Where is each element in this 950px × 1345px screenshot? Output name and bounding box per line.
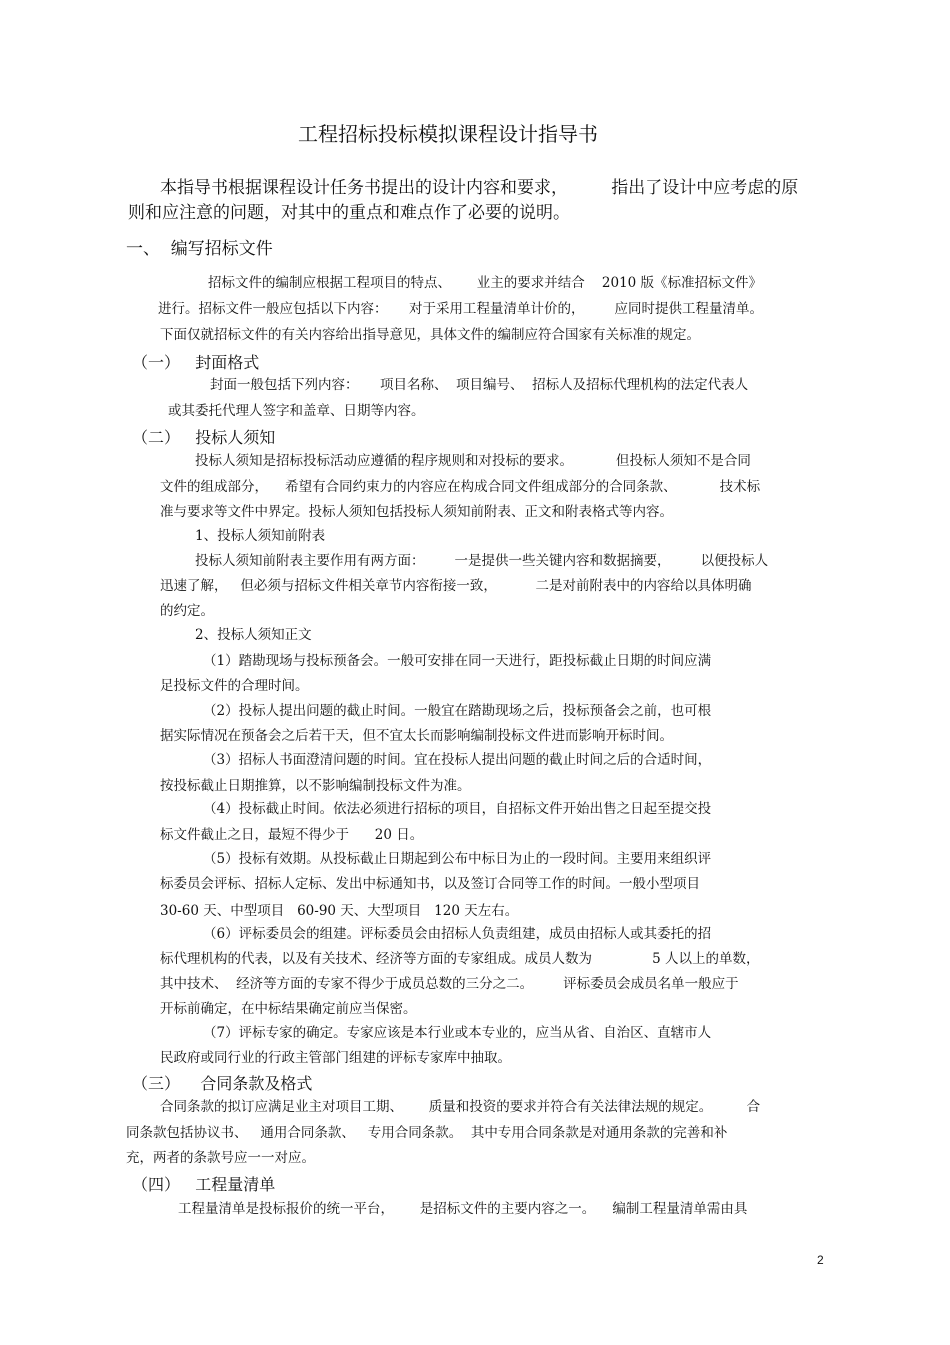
item-2-line-2: 据实际情况在预备会之后若干天，但不宜太长而影响编制投标文件进而影响开标时间。 bbox=[160, 728, 673, 744]
item-3-line-2: 按投标截止日期推算，以不影响编制投标文件为准。 bbox=[160, 778, 471, 794]
item-3-line-1: （3）招标人书面澄清问题的时间。宜在投标人提出问题的截止时间之后的合适时间， bbox=[203, 752, 712, 768]
section-heading-cover: （一） 封面格式 bbox=[132, 353, 260, 372]
item-5-line-2: 标委员会评标、招标人定标、发出中标通知书，以及签订合同等工作的时间。一般小型项目 bbox=[160, 876, 700, 892]
section1-line-3: 下面仅就招标文件的有关内容给出指导意见，具体文件的编制应符合国家有关标准的规定。 bbox=[160, 327, 700, 343]
boq-line-1: 工程量清单是投标报价的统一平台， 是招标文件的主要内容之一。 编制工程量清单需由具 bbox=[178, 1201, 748, 1217]
cover-line-2: 或其委托代理人签字和盖章、日期等内容。 bbox=[168, 403, 425, 419]
section-heading-contract: （三） 合同条款及格式 bbox=[132, 1074, 313, 1093]
contract-line-1: 合同条款的拟订应满足业主对项目工期、 质量和投资的要求并符合有关法律法规的规定。 合 bbox=[160, 1099, 761, 1115]
item-4-line-1: （4）投标截止时间。依法必须进行招标的项目，自招标文件开始出售之日起至提交投 bbox=[203, 801, 712, 817]
contract-line-3: 充，两者的条款号应一一对应。 bbox=[126, 1150, 315, 1166]
intro-line-1: 本指导书根据课程设计任务书提出的设计内容和要求， 指出了设计中应考虑的原 bbox=[160, 178, 799, 198]
sub-heading-2: 2、投标人须知正文 bbox=[195, 627, 312, 643]
item-5-line-3: 30-60 天、中型项目 60-90 天、大型项目 120 天左右。 bbox=[160, 903, 519, 919]
bidder-line-1: 投标人须知是招标投标活动应遵循的程序规则和对投标的要求。 但投标人须知不是合同 bbox=[195, 453, 751, 469]
item-6-line-1: （6）评标委员会的组建。评标委员会由招标人负责组建，成员由招标人或其委托的招 bbox=[203, 926, 712, 942]
item-7-line-2: 民政府或同行业的行政主管部门组建的评标专家库中抽取。 bbox=[160, 1050, 511, 1066]
item-6-line-2: 标代理机构的代表，以及有关技术、经济等方面的专家组成。成员人数为 5 人以上的单数， bbox=[160, 951, 760, 967]
item-4-line-2: 标文件截止之日，最短不得少于 20 日。 bbox=[160, 827, 424, 843]
page-number: 2 bbox=[817, 1253, 824, 1267]
contract-line-2: 同条款包括协议书、 通用合同条款、 专用合同条款。 其中专用合同条款是对通用条款的完善和补 bbox=[126, 1125, 728, 1141]
sub1-line-1: 投标人须知前附表主要作用有两方面： 一是提供一些关键内容和数据摘要， 以便投标人 bbox=[195, 553, 769, 569]
item-1-line-1: （1）踏勘现场与投标预备会。一般可安排在同一天进行，距投标截止日期的时间应满 bbox=[203, 653, 712, 669]
item-6-line-3: 其中技术、 经济等方面的专家不得少于成员总数的三分之二。 评标委员会成员名单一般应于 bbox=[160, 976, 739, 992]
item-6-line-4: 开标前确定，在中标结果确定前应当保密。 bbox=[160, 1001, 417, 1017]
item-2-line-1: （2）投标人提出问题的截止时间。一般宜在踏勘现场之后，投标预备会之前，也可根 bbox=[203, 703, 712, 719]
section-heading-boq: （四） 工程量清单 bbox=[132, 1175, 276, 1194]
section1-line-1: 招标文件的编制应根据工程项目的特点、 业主的要求并结合 2010 版《标准招标文件》 bbox=[208, 275, 763, 291]
intro-line-2: 则和应注意的问题，对其中的重点和难点作了必要的说明。 bbox=[128, 203, 570, 223]
sub1-line-2: 迅速了解， 但必须与招标文件相关章节内容衔接一致， 二是对前附表中的内容给以具体明确 bbox=[160, 578, 752, 594]
bidder-line-3: 准与要求等文件中界定。投标人须知包括投标人须知前附表、正文和附表格式等内容。 bbox=[160, 504, 673, 520]
section-heading-bidder: （二） 投标人须知 bbox=[132, 428, 276, 447]
item-7-line-1: （7）评标专家的确定。专家应该是本行业或本专业的，应当从省、自治区、直辖市人 bbox=[203, 1025, 712, 1041]
item-5-line-1: （5）投标有效期。从投标截止日期起到公布中标日为止的一段时间。主要用来组织评 bbox=[203, 851, 712, 867]
section-heading-1: 一、 编写招标文件 bbox=[126, 239, 273, 259]
sub1-line-3: 的约定。 bbox=[160, 603, 214, 619]
document-title: 工程招标投标模拟课程设计指导书 bbox=[298, 122, 598, 146]
bidder-line-2: 文件的组成部分， 希望有合同约束力的内容应在构成合同文件组成部分的合同条款、 技术标 bbox=[160, 479, 761, 495]
section1-line-2: 进行。招标文件一般应包括以下内容： 对于采用工程量清单计价的， 应同时提供工程量清单。 bbox=[158, 301, 763, 317]
cover-line-1: 封面一般包括下列内容： 项目名称、 项目编号、 招标人及招标代理机构的法定代表人 bbox=[210, 377, 749, 393]
item-1-line-2: 足投标文件的合理时间。 bbox=[160, 678, 309, 694]
sub-heading-1: 1、投标人须知前附表 bbox=[195, 528, 326, 544]
